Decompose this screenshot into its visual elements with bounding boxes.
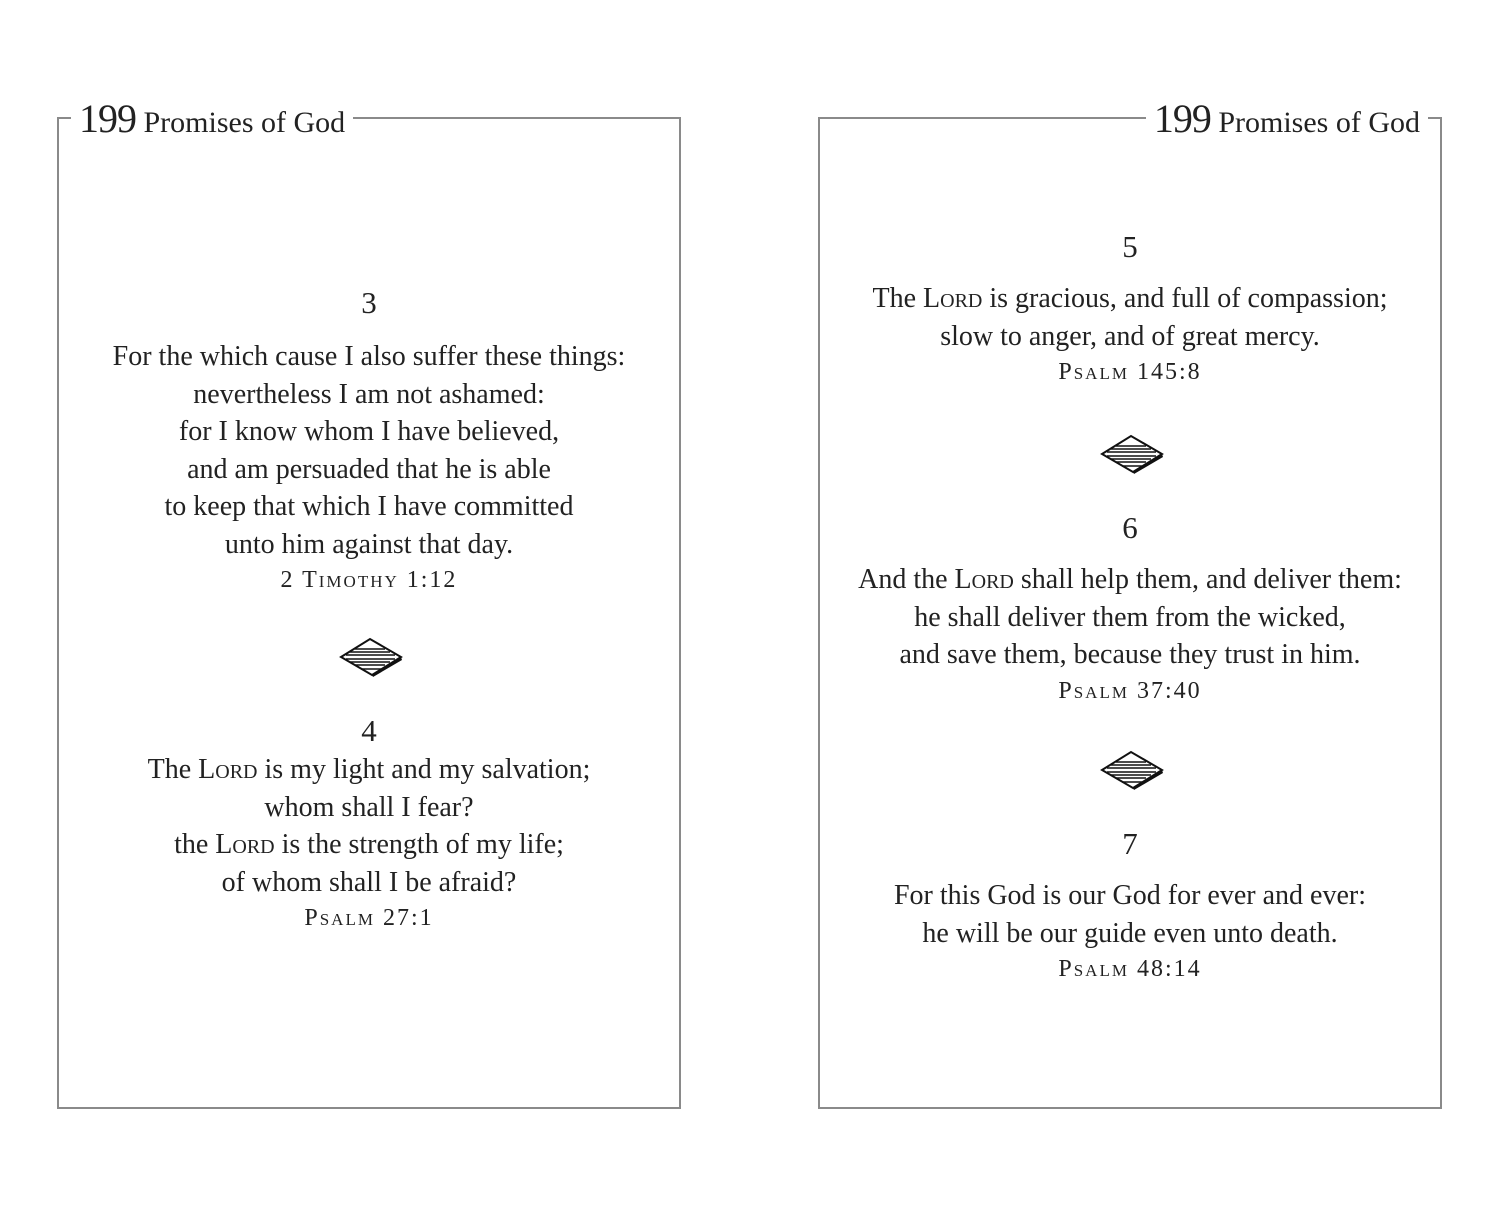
verse-reference: Psalm 145:8 [1058,359,1202,385]
verse-line: The Lord is my light and my salvation; [147,754,591,785]
verse-line: And the Lord shall help them, and deliver them: [858,564,1402,595]
verse-text [820,561,1440,674]
verse-line: to keep that which I have committed [164,491,574,522]
promise-4 [59,711,679,935]
promise-5 [820,227,1440,389]
verse-line: nevertheless I am not ashamed: [193,378,545,410]
verse-line: and am persuaded that he is able [187,453,551,485]
page-header [1146,96,1428,143]
verse-line: of whom shall I be afraid? [221,866,517,898]
verse-line: and save them, because they trust in him. [899,639,1361,670]
header-number: 199 [1153,96,1211,141]
promise-number: 4 [361,713,377,748]
diamond-ornament-icon [1100,434,1164,474]
verse-reference: 2 Timothy 1:12 [280,567,458,593]
promise-number: 6 [1122,510,1138,545]
verse-reference: Psalm 27:1 [304,905,434,931]
header-title: Promises of God [1218,106,1420,139]
verse-text [820,280,1440,355]
verse-line: for I know whom I have believed, [178,416,560,447]
verse-line: For this God is our God for ever and ever: [893,880,1366,911]
verse-line: The Lord is gracious, and full of compassion; [872,283,1388,314]
promise-6 [820,508,1440,708]
right-page [818,96,1442,1109]
page-header [71,96,353,143]
left-page [57,96,681,1109]
header-number: 199 [79,96,136,141]
promise-number: 5 [1122,229,1138,264]
promise-number: 3 [361,285,377,320]
verse-text [59,751,679,901]
verse-line: whom shall I fear? [264,791,474,823]
verse-text [59,338,679,563]
promise-number: 7 [1122,826,1138,861]
diamond-ornament-icon [1100,750,1164,790]
verse-reference: Psalm 48:14 [1058,956,1202,982]
diamond-ornament-icon [339,637,403,677]
promise-7 [820,824,1440,986]
verse-line: slow to anger, and of great mercy. [940,320,1320,352]
verse-line: the Lord is the strength of my life; [174,829,564,860]
verse-line: unto him against that day. [224,528,514,560]
verse-line: he will be our guide even unto death. [922,917,1338,949]
promise-3 [59,283,679,597]
verse-line: For the which cause I also suffer these things: [112,341,626,372]
verse-reference: Psalm 37:40 [1058,677,1202,704]
header-title: Promises of God [143,106,346,139]
verse-line: he shall deliver them from the wicked, [914,601,1346,633]
verse-text [820,877,1440,952]
